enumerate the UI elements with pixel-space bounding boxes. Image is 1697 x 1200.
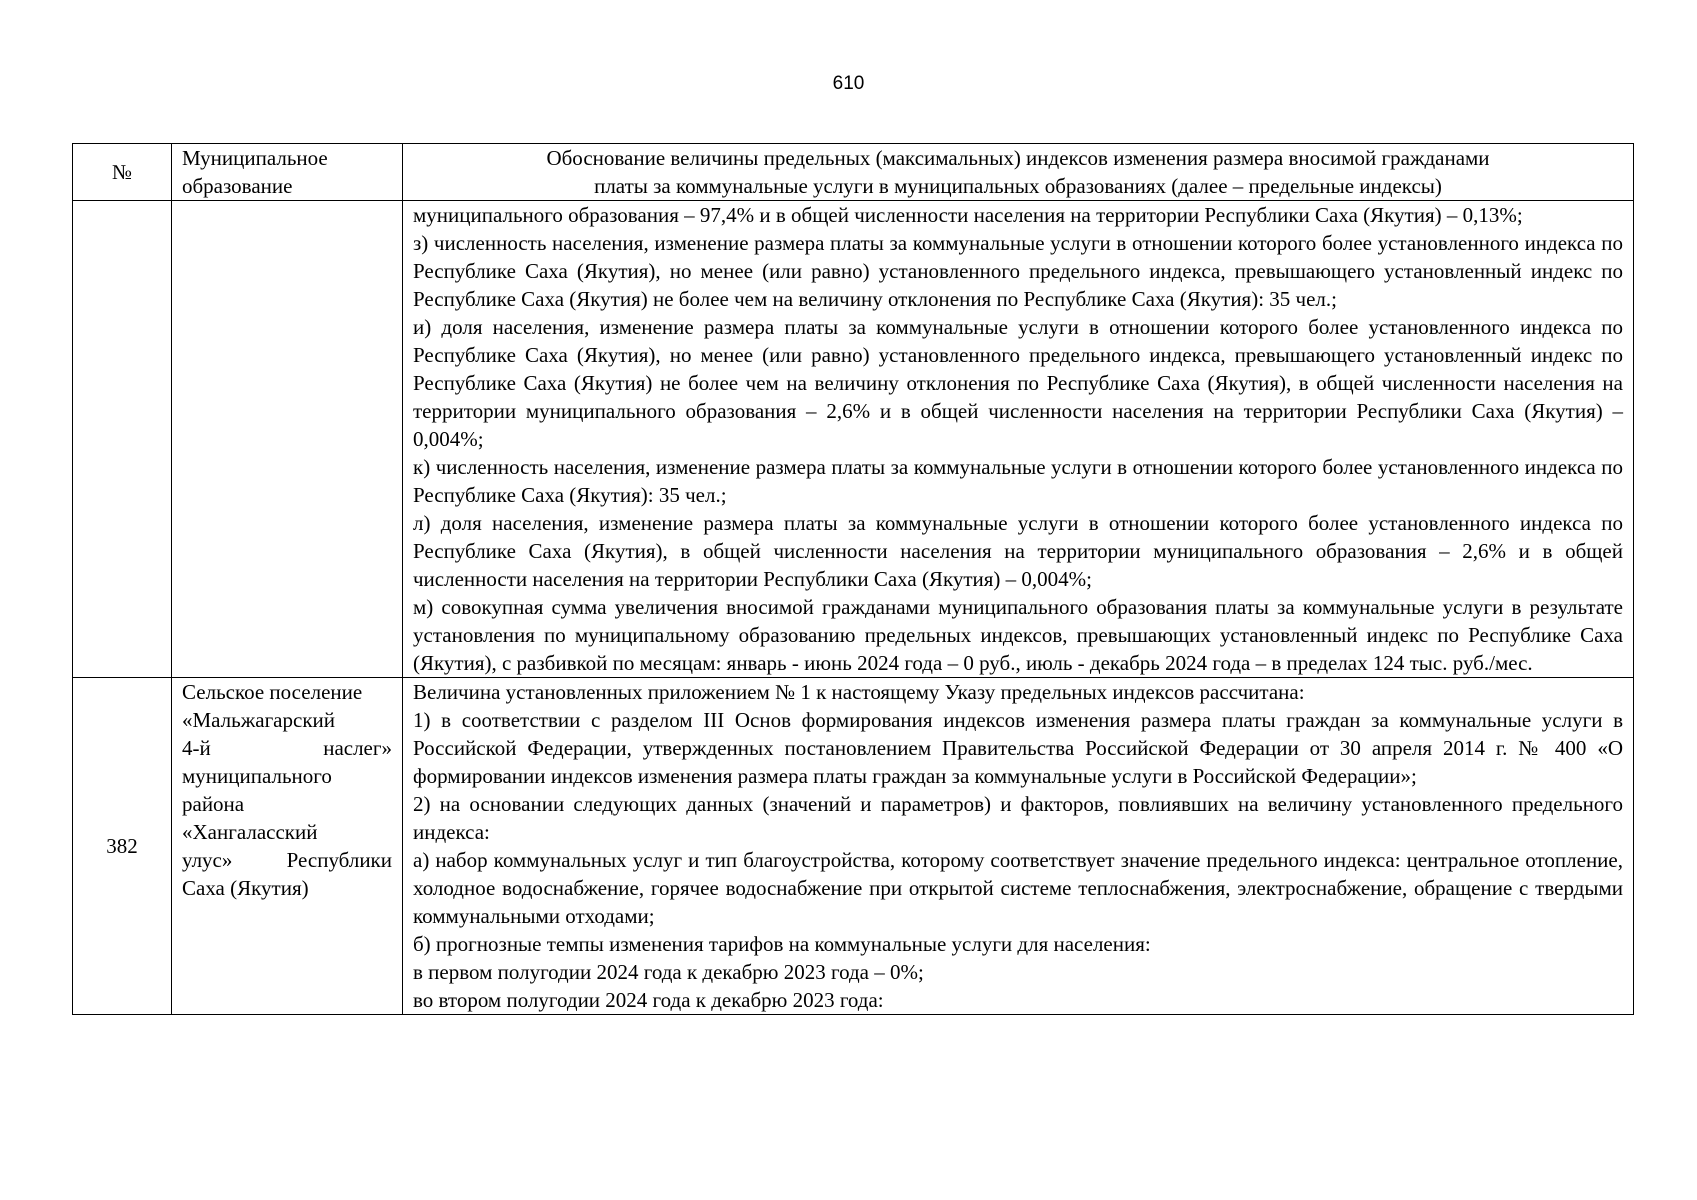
municipality-line: 4-й наслег» [182,736,392,760]
municipality-line: Саха (Якутия) [182,876,309,900]
header-number: № [73,144,172,201]
municipality-line: Сельское поселение [182,680,363,704]
municipality-cell [172,201,403,678]
municipality-line: муниципального [182,764,332,788]
justification-paragraph: з) численность населения, изменение размера платы за коммунальные услуги в отношении которого более установленного индекса по Республике Саха (Якутия), но менее (или равно) установленного предельного индекса, превышающего установленный индекс по Республике Саха (Якутия) не более чем на величину отклонения по Республике Саха (Якутия): 35 чел.; [413,231,1623,311]
header-justification [403,144,1634,201]
row-number-cell [73,201,172,678]
justification-paragraph: м) совокупная сумма увеличения вносимой гражданами муниципального образования платы за коммунальные услуги в результате установления по муниципальному образованию предельных индексов, превышающих установленный индекс по Республике Саха (Якутия), с разбивкой по месяцам: январь - июнь 2024 года – 0 руб., июль - декабрь 2024 года – в пределах 124 тыс. руб./мес. [413,595,1623,675]
table-header-row [73,144,1634,201]
municipality-line: «Хангаласский [182,820,318,844]
justification-paragraph: во втором полугодии 2024 года к декабрю 2023 года: [413,988,884,1012]
row-number-cell: 382 [73,678,172,1015]
justification-paragraph: Величина установленных приложением № 1 к настоящему Указу предельных индексов рассчитана: [413,680,1305,704]
justification-paragraph: и) доля населения, изменение размера платы за коммунальные услуги в отношении которого более установленного индекса по Республике Саха (Якутия), но менее (или равно) установленного предельного индекса, превышающего установленный индекс по Республике Саха (Якутия) не более чем на величину отклонения по Республике Саха (Якутия), в общей численности населения на территории муниципального образования – 2,6% и в общей численности населения на территории Республики Саха (Якутия) – 0,004%; [413,315,1623,451]
municipality-cell [172,678,403,1015]
table-row [73,201,1634,678]
header-justification-line2: платы за коммунальные услуги в муниципальных образованиях (далее – предельные индексы) [594,174,1442,198]
justification-paragraph: а) набор коммунальных услуг и тип благоустройства, которому соответствует значение предельного индекса: центральное отопление, холодное водоснабжение, горячее водоснабжение при открытой системе теплоснабжения, электроснабжение, обращение с твердыми коммунальными отходами; [413,848,1623,928]
municipality-line: улус» Республики [182,848,392,872]
justification-paragraph: 2) на основании следующих данных (значений и параметров) и факторов, повлиявших на величину установленного предельного индекса: [413,792,1623,844]
justification-cell [403,678,1634,1015]
justification-cell [403,201,1634,678]
justification-paragraph: л) доля населения, изменение размера платы за коммунальные услуги в отношении которого более установленного индекса по Республике Саха (Якутия), в общей численности населения на территории муниципального образования – 2,6% и в общей численности населения на территории Республики Саха (Якутия) – 0,004%; [413,511,1623,591]
table-body [73,201,1634,1015]
header-justification-line1: Обоснование величины предельных (максимальных) индексов изменения размера вносимой гражданами [546,146,1490,170]
justification-paragraph: к) численность населения, изменение размера платы за коммунальные услуги в отношении которого более установленного индекса по Республике Саха (Якутия): 35 чел.; [413,455,1623,507]
justification-table [72,143,1634,1015]
municipality-line: «Мальжагарский [182,708,335,732]
page-number: 610 [832,73,865,94]
header-municipality-line1: Муниципальное [182,146,328,170]
table-row [73,678,1634,1015]
justification-paragraph: 1) в соответствии с разделом III Основ формирования индексов изменения размера платы граждан за коммунальные услуги в Российской Федерации, утвержденных постановлением Правительства Российской Федерации от 30 апреля 2014 г. № 400 «О формировании индексов изменения размера платы граждан за коммунальные услуги в Российской Федерации»; [413,708,1623,788]
justification-paragraph: в первом полугодии 2024 года к декабрю 2023 года – 0%; [413,960,924,984]
header-municipality [172,144,403,201]
header-municipality-line2: образование [182,174,293,198]
justification-paragraph: муниципального образования – 97,4% и в общей численности населения на территории Республики Саха (Якутия) – 0,13%; [413,203,1523,227]
justification-paragraph: б) прогнозные темпы изменения тарифов на коммунальные услуги для населения: [413,932,1151,956]
municipality-line: района [182,792,245,816]
